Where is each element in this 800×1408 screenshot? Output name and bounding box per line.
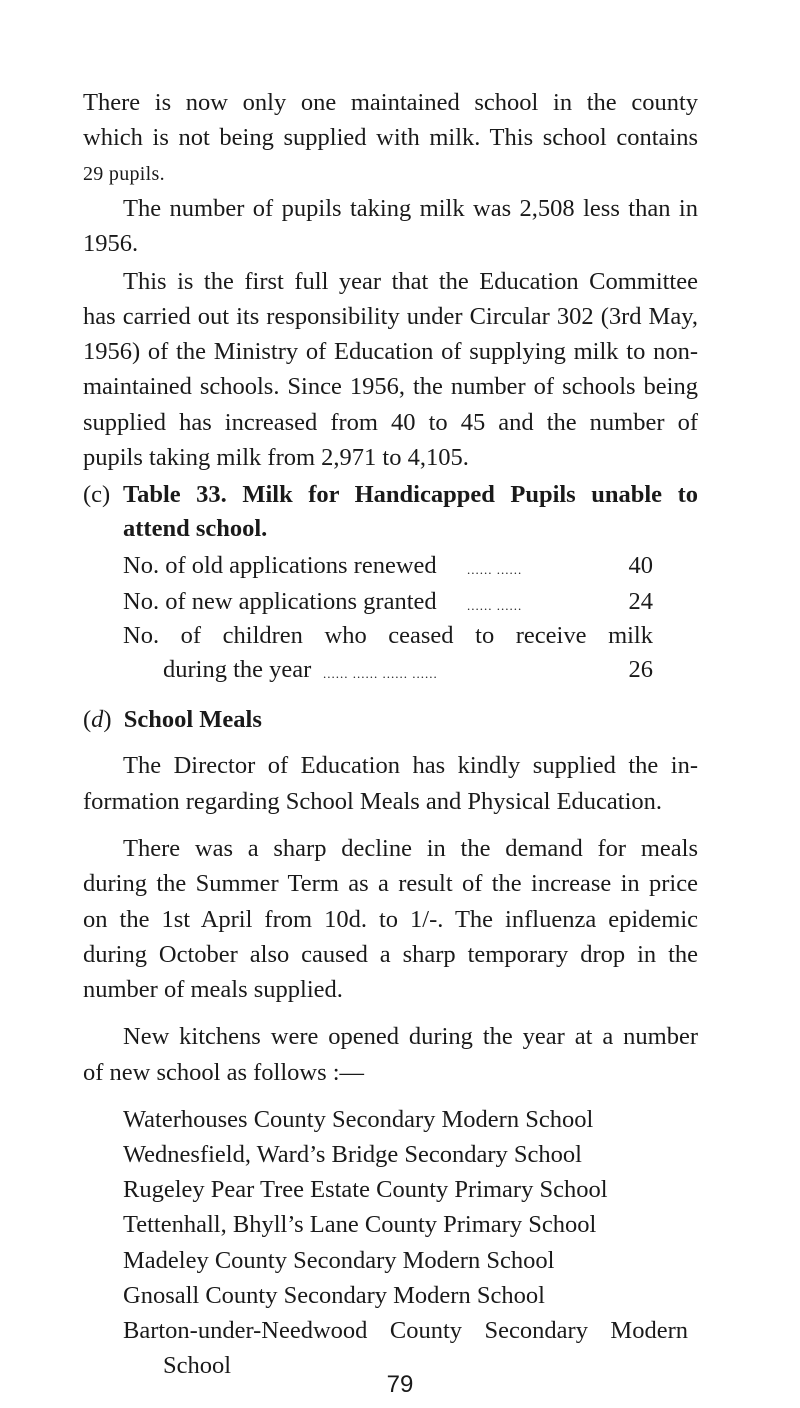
para1-line1: There is now only one maintained school in the county [83, 89, 698, 116]
table-row [123, 548, 653, 583]
para1-line3: 29 pupils. [83, 163, 165, 185]
para3-line3: 1956) of the Ministry of Education of supplying milk to non- [83, 338, 698, 365]
list-item: Gnosall County Secondary Modern School [123, 1282, 545, 1309]
section-d-label-letter: d [91, 706, 104, 733]
section-d-title: School Meals [123, 706, 262, 733]
para1-line2: which is not being supplied with milk. This school contains [83, 124, 698, 151]
para4-line1: The Director of Education has kindly supplied the in- [123, 752, 698, 779]
row-leader: ...... ...... ...... ...... [323, 666, 438, 681]
row-label: No. of children who ceased to receive milk [123, 622, 653, 649]
section-c-heading-line2: attend school. [123, 515, 268, 542]
table-row [123, 618, 653, 653]
para3-line4: maintained schools. Since 1956, the number of schools being [83, 373, 698, 400]
para2-line1: The number of pupils taking milk was 2,508 less than in [123, 195, 698, 222]
para5-line1: There was a sharp decline in the demand for meals [123, 835, 698, 862]
list-item: Waterhouses County Secondary Modern School [123, 1106, 594, 1133]
section-d-label-open: ( [83, 706, 92, 733]
para6-line1: New kitchens were opened during the year at a number [123, 1023, 698, 1050]
section-c-heading-line1: Table 33. Milk for Handicapped Pupils unable to [123, 481, 698, 508]
para5-line3: on the 1st April from 10d. to 1/-. The influenza epidemic [83, 906, 698, 933]
section-d-label-close: ) [103, 706, 112, 733]
para3-line1: This is the first full year that the Education Committee [123, 268, 698, 295]
table-row [123, 584, 653, 619]
list-item: Tettenhall, Bhyll’s Lane County Primary School [123, 1211, 597, 1238]
para5-line5: number of meals supplied. [83, 976, 343, 1003]
para3-line2: has carried out its responsibility under Circular 302 (3rd May, [83, 303, 698, 330]
para3-line6: pupils taking milk from 2,971 to 4,105. [83, 444, 469, 471]
list-item: School [163, 1352, 232, 1379]
row-label: No. of old applications renewed [123, 552, 437, 579]
row-label: No. of new applications granted [123, 588, 437, 615]
page-number: 79 [386, 1371, 414, 1398]
row-leader: ...... ...... [467, 562, 523, 577]
section-c-label: (c) [83, 481, 111, 508]
row-leader: ...... ...... [467, 598, 523, 613]
list-item: Wednesfield, Ward’s Bridge Secondary School [123, 1141, 582, 1168]
para6-line2: of new school as follows :— [83, 1059, 365, 1086]
list-item: Rugeley Pear Tree Estate County Primary School [123, 1176, 608, 1203]
list-item: Barton-under-Needwood County Secondary Modern [123, 1317, 688, 1344]
para2-line2: 1956. [83, 230, 139, 257]
para5-line4: during October also caused a sharp temporary drop in the [83, 941, 698, 968]
para4-line2: formation regarding School Meals and Physical Education. [83, 788, 663, 815]
row-value: 26 [628, 656, 653, 683]
para5-line2: during the Summer Term as a result of the increase in price [83, 870, 698, 897]
table-row [163, 652, 653, 687]
para3-line5: supplied has increased from 40 to 45 and the number of [83, 409, 698, 436]
list-item: Madeley County Secondary Modern School [123, 1247, 555, 1274]
row-value: 40 [628, 552, 653, 579]
row-label: during the year [163, 656, 312, 683]
row-value: 24 [628, 588, 653, 615]
section-d-heading [83, 702, 262, 737]
